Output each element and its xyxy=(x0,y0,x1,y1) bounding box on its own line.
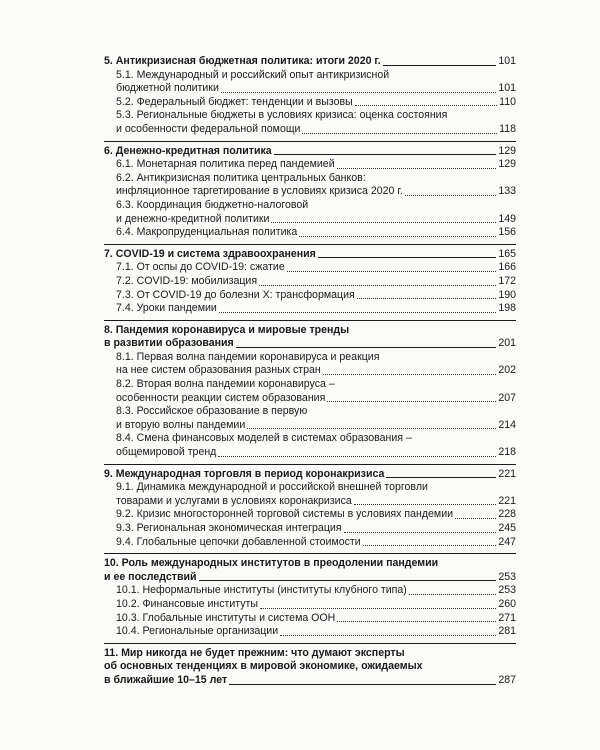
dot-leader xyxy=(337,621,496,622)
dot-leader xyxy=(363,545,497,546)
toc-entry-line-text: 7.1. От оспы до COVID-19: сжатие xyxy=(116,261,285,274)
dot-leader xyxy=(271,222,496,223)
toc-entry-line-text: особенности реакции систем образования xyxy=(116,391,326,404)
toc-entry-line xyxy=(104,302,516,316)
page-number: 228 xyxy=(498,508,516,521)
toc-entry-line xyxy=(104,364,516,378)
toc-entry-line-text: 9.2. Кризис многосторонней торговой системы в условиях пандемии xyxy=(116,508,454,521)
page-number: 281 xyxy=(498,625,516,638)
toc-entry-line-text: 7.2. COVID-19: мобилизация xyxy=(116,274,258,287)
page-number: 260 xyxy=(498,597,516,610)
chapter-heading-line-text: в развитии образования xyxy=(104,337,234,350)
toc-entry-line xyxy=(104,432,516,446)
toc-entry-line-text: 8.3. Российское образование в первую xyxy=(116,405,308,418)
page-number: 129 xyxy=(498,158,516,171)
chapter-heading-line-text: 9. Международная торговля в период коронакризиса xyxy=(104,467,385,480)
chapter-heading-line-text: 5. Антикризисная бюджетная политика: итоги 2020 г. xyxy=(104,55,381,67)
page-number: 253 xyxy=(498,584,516,597)
chapter-heading-line-text: 7. COVID-19 и система здравоохранения xyxy=(104,247,316,260)
page-number: 201 xyxy=(498,337,516,350)
dot-leader xyxy=(229,684,496,685)
toc-entry-line xyxy=(104,508,516,522)
dot-leader xyxy=(199,580,497,581)
page-number: 221 xyxy=(498,467,516,480)
toc-entry-line xyxy=(104,625,516,639)
chapter-heading-line-text: 11. Мир никогда не будет прежним: что думают эксперты xyxy=(104,646,405,659)
toc-entry-line-text: 8.4. Смена финансовых моделей в системах образования – xyxy=(116,432,412,445)
toc-entry-line xyxy=(104,495,516,509)
chapter-heading-line-text: в ближайшие 10–15 лет xyxy=(104,673,228,686)
toc-entry-line-text: и особенности федеральной помощи xyxy=(116,122,301,135)
toc-entry-line xyxy=(104,109,516,123)
toc-entry-line-text: 10.1. Неформальные институты (институты клубного типа) xyxy=(116,584,407,597)
toc-chapter xyxy=(104,553,516,639)
toc-entry-line xyxy=(104,481,516,495)
dot-leader xyxy=(219,312,496,313)
page-number: 218 xyxy=(498,446,516,459)
toc-entry-line xyxy=(104,584,516,598)
dot-leader xyxy=(287,271,497,272)
chapter-heading-line-text: об основных тенденциях в мировой экономике, ожидаемых xyxy=(104,660,423,673)
toc-entry-line xyxy=(104,158,516,172)
toc-chapter xyxy=(104,464,516,550)
dot-leader xyxy=(318,257,496,258)
toc-entry-line-text: 9.3. Региональная экономическая интеграция xyxy=(116,522,342,534)
toc-entry-line-text: 6.4. Макропруденциальная политика xyxy=(116,226,298,239)
toc-entry-line xyxy=(104,392,516,406)
toc-entry-line xyxy=(104,199,516,213)
toc-entry-line-text: 6.1. Монетарная политика перед пандемией xyxy=(116,158,335,171)
dot-leader xyxy=(455,518,496,519)
page-number: 166 xyxy=(498,261,516,274)
toc-entry-line-text: 6.3. Координация бюджетно-налоговой xyxy=(116,198,309,211)
toc-entry-line xyxy=(104,185,516,199)
toc-entry-line xyxy=(104,213,516,227)
dot-leader xyxy=(409,594,496,595)
chapter-heading-line xyxy=(104,468,516,482)
dot-leader xyxy=(354,504,497,505)
page-number: 172 xyxy=(498,274,516,287)
toc-entry-line-text: товарами и услугами в условиях коронакризиса xyxy=(116,494,352,507)
toc-entry-line-text: на нее систем образования разных стран xyxy=(116,364,321,377)
toc-entry-line-text: 7.3. От COVID-19 до болезни X: трансформация xyxy=(116,288,355,301)
toc-entry-line-text: 5.2. Федеральный бюджет: тенденции и вызовы xyxy=(116,95,353,108)
toc-entry-line xyxy=(104,446,516,460)
dot-leader xyxy=(236,347,497,348)
chapter-heading-line xyxy=(104,55,516,69)
table-of-contents xyxy=(104,55,516,688)
chapter-heading-line xyxy=(104,647,516,661)
dot-leader xyxy=(299,236,496,237)
page-number: 156 xyxy=(498,226,516,239)
page-number: 101 xyxy=(498,82,516,95)
toc-entry-line xyxy=(104,405,516,419)
page-number: 101 xyxy=(498,55,516,67)
toc-entry-line xyxy=(104,82,516,96)
chapter-heading-line-text: 6. Денежно-кредитная политика xyxy=(104,144,272,157)
toc-entry-line xyxy=(104,351,516,365)
toc-entry-line-text: 5.3. Региональные бюджеты в условиях кризиса: оценка состояния xyxy=(116,109,448,122)
toc-entry-line xyxy=(104,522,516,536)
chapter-heading-line xyxy=(104,557,516,571)
toc-entry-line xyxy=(104,289,516,303)
dot-leader xyxy=(280,635,496,636)
page-number: 110 xyxy=(499,95,516,108)
toc-entry-line-text: 10.3. Глобальные институты и система ООН xyxy=(116,611,336,624)
toc-entry-line-text: 10.2. Финансовые институты xyxy=(116,597,259,610)
dot-leader xyxy=(247,428,496,429)
dot-leader xyxy=(259,285,496,286)
toc-entry-line-text: 8.2. Вторая волна пандемии коронавируса – xyxy=(116,378,335,391)
page-number: 133 xyxy=(498,185,516,198)
toc-entry-line-text: и денежно-кредитной политики xyxy=(116,212,270,225)
chapter-heading-line xyxy=(104,145,516,159)
toc-entry-line-text: бюджетной политики xyxy=(116,82,219,95)
toc-entry-line xyxy=(104,123,516,137)
toc-entry-line-text: 7.4. Уроки пандемии xyxy=(116,302,217,315)
dot-leader xyxy=(357,298,497,299)
page-number: 253 xyxy=(498,570,516,583)
toc-entry-line xyxy=(104,172,516,186)
toc-entry-line xyxy=(104,598,516,612)
dot-leader xyxy=(386,477,496,478)
page-number: 221 xyxy=(498,494,516,507)
dot-leader xyxy=(302,133,497,134)
dot-leader xyxy=(405,195,496,196)
toc-entry-line-text: 9.1. Динамика международной и российской внешней торговли xyxy=(116,481,428,494)
toc-entry-line-text: 9.4. Глобальные цепочки добавленной стоимости xyxy=(116,535,361,548)
page-number: 202 xyxy=(498,364,516,377)
page-number: 245 xyxy=(498,522,516,534)
toc-entry-line xyxy=(104,612,516,626)
toc-entry-line xyxy=(104,275,516,289)
toc-entry-line xyxy=(104,96,516,110)
page-number: 165 xyxy=(498,247,516,260)
toc-chapter xyxy=(104,643,516,688)
dot-leader xyxy=(218,456,496,457)
dot-leader xyxy=(221,92,496,93)
toc-entry-line xyxy=(104,69,516,83)
toc-entry-line-text: и вторую волны пандемии xyxy=(116,418,246,431)
page-number: 247 xyxy=(498,535,516,548)
toc-entry-line-text: 10.4. Региональные организации xyxy=(116,625,279,638)
toc-entry-line xyxy=(104,419,516,433)
toc-entry-line-text: 5.1. Международный и российский опыт антикризисной xyxy=(116,68,390,81)
page-number: 271 xyxy=(498,611,516,624)
toc-entry-line xyxy=(104,261,516,275)
dot-leader xyxy=(344,532,497,533)
toc-chapter xyxy=(104,141,516,240)
dot-leader xyxy=(260,608,496,609)
toc-chapter xyxy=(104,320,516,460)
chapter-heading-line xyxy=(104,248,516,262)
dot-leader xyxy=(274,154,497,155)
page-number: 287 xyxy=(498,673,516,686)
page-number: 149 xyxy=(498,212,516,225)
chapter-heading-line xyxy=(104,324,516,338)
toc-entry-line xyxy=(104,378,516,392)
toc-entry-line xyxy=(104,536,516,550)
chapter-heading-line-text: 8. Пандемия коронавируса и мировые тренды xyxy=(104,323,350,336)
page-number: 129 xyxy=(498,144,516,157)
page-number: 190 xyxy=(498,288,516,301)
page-number: 214 xyxy=(498,418,516,431)
toc-chapter xyxy=(104,244,516,316)
chapter-heading-line xyxy=(104,337,516,351)
toc-entry-line-text: общемировой тренд xyxy=(116,446,217,459)
toc-entry-line-text: 6.2. Антикризисная политика центральных банков: xyxy=(116,171,366,184)
dot-leader xyxy=(323,374,497,375)
chapter-heading-line xyxy=(104,660,516,674)
chapter-heading-line-text: 10. Роль международных институтов в преодолении пандемии xyxy=(104,557,439,570)
dot-leader xyxy=(355,105,497,106)
chapter-heading-line-text: и ее последствий xyxy=(104,570,197,583)
toc-chapter xyxy=(104,55,516,137)
dot-leader xyxy=(337,168,497,169)
toc-entry-line-text: инфляционное таргетирование в условиях кризиса 2020 г. xyxy=(116,185,403,198)
chapter-heading-line xyxy=(104,674,516,688)
toc-entry-line xyxy=(104,226,516,240)
page-number: 198 xyxy=(498,302,516,315)
dot-leader xyxy=(383,65,497,66)
page-number: 118 xyxy=(499,122,516,135)
dot-leader xyxy=(327,401,496,402)
toc-entry-line-text: 8.1. Первая волна пандемии коронавируса и реакция xyxy=(116,350,380,363)
chapter-heading-line xyxy=(104,571,516,585)
page-number: 207 xyxy=(498,391,516,404)
